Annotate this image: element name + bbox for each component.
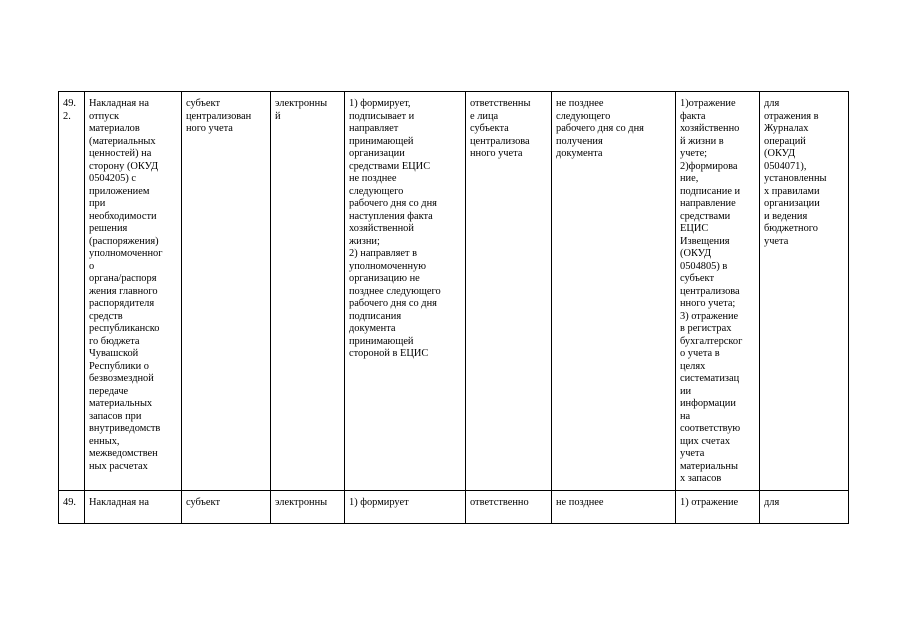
subject-cell: субъект: [182, 490, 271, 523]
purpose-cell: для: [760, 490, 849, 523]
processing-cell: 1)отражение факта хозяйственно й жизни в учете; 2)формирова ние, подписание и направление средствами ЕЦИС Извещения (ОКУД 0504805) в субъект централизова нного учета; 3) отражение в регистрах бухгалтерског о учета в целях систематизац ии информации на соответствую щих счетах учета материальны х запасов: [676, 92, 760, 491]
responsible-cell: ответственно: [466, 490, 552, 523]
table-row: [59, 92, 849, 491]
deadline-cell: не позднее: [552, 490, 676, 523]
table-row: [59, 490, 849, 523]
processing-cell: 1) отражение: [676, 490, 760, 523]
actions-cell: 1) формирует, подписывает и направляет принимающей организации средствами ЕЦИС не позднее следующего рабочего дня со дня наступления факта хозяйственной жизни; 2) направляет в уполномоченную организацию не позднее следующего рабочего дня со дня подписания документа принимающей стороной в ЕЦИС: [345, 92, 466, 491]
purpose-cell: для отражения в Журналах операций (ОКУД 0504071), установленны х правилами организации и ведения бюджетного учета: [760, 92, 849, 491]
subject-cell: субъект централизован ного учета: [182, 92, 271, 491]
row-number-cell: 49.: [59, 490, 85, 523]
document-table: [58, 91, 849, 524]
responsible-cell: ответственны е лица субъекта централизова нного учета: [466, 92, 552, 491]
row-number-cell: 49. 2.: [59, 92, 85, 491]
form-cell: электронны й: [271, 92, 345, 491]
document-name-cell: Накладная на отпуск материалов (материальных ценностей) на сторону (ОКУД 0504205) с приложением при необходимости решения (распоряжения) уполномоченног о органа/распоря жения главного распорядителя средств республиканско го бюджета Чувашской Республики о безвозмездной передаче материальных запасов при внутриведомств енных, межведомствен ных расчетах: [85, 92, 182, 491]
actions-cell: 1) формирует: [345, 490, 466, 523]
deadline-cell: не позднее следующего рабочего дня со дня получения документа: [552, 92, 676, 491]
form-cell: электронны: [271, 490, 345, 523]
document-name-cell: Накладная на: [85, 490, 182, 523]
